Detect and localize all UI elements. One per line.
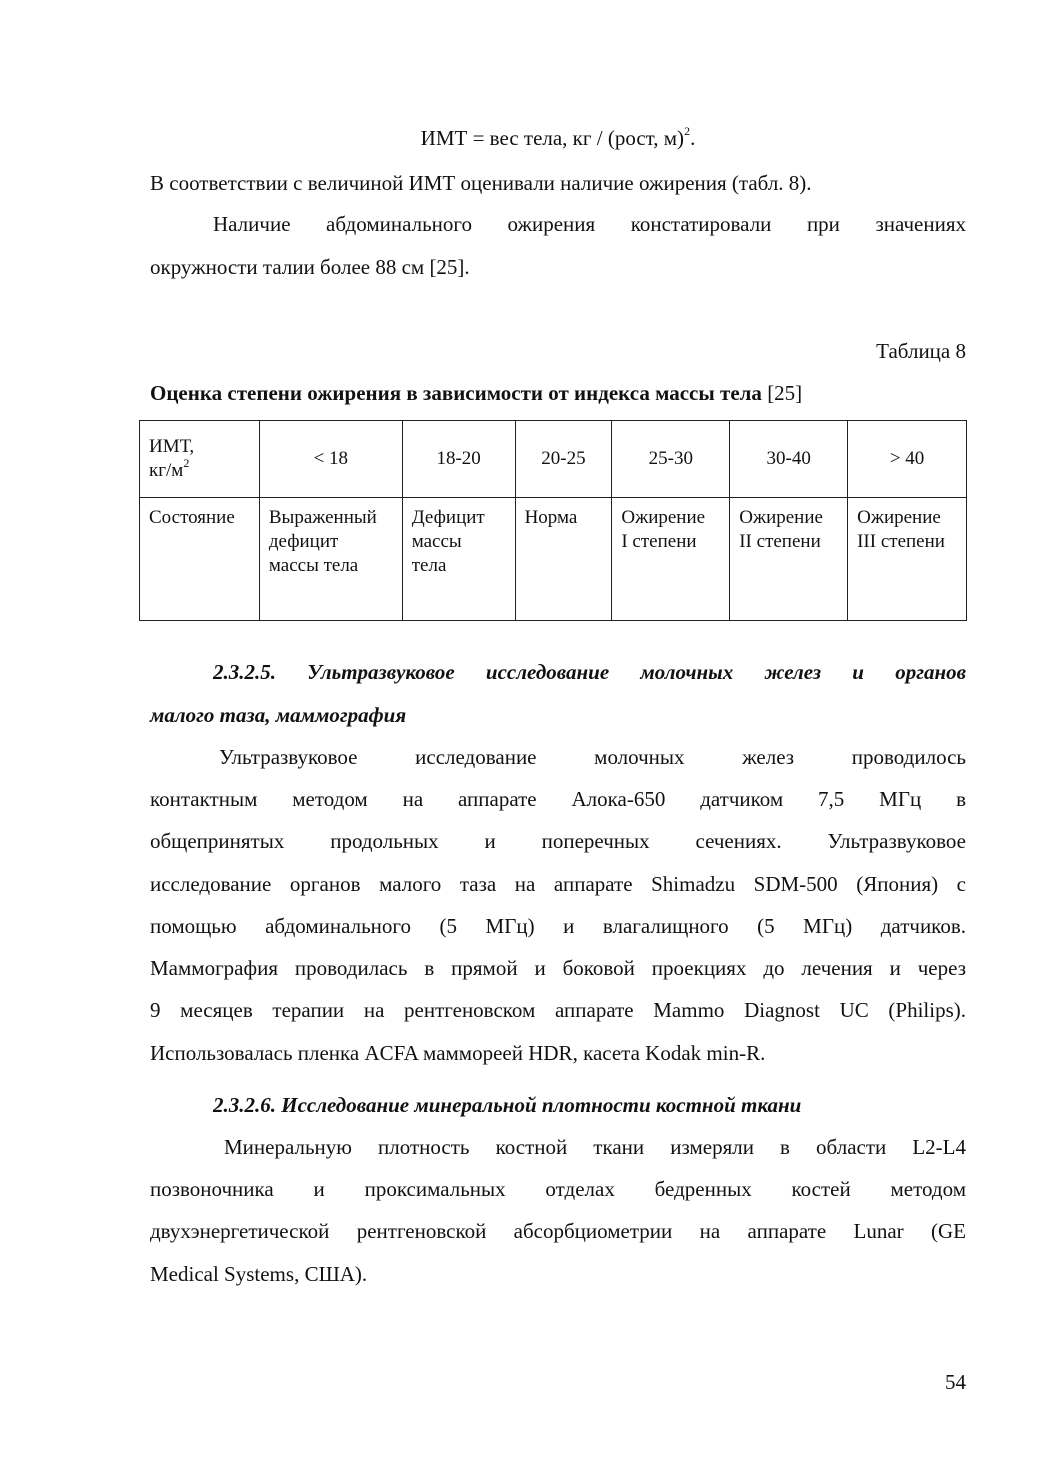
state-line: массы [411, 531, 462, 552]
state-line: I степени [621, 531, 697, 552]
paragraph-bone-density-line: Medical Systems, США). [150, 1262, 368, 1286]
bmi-formula [150, 125, 966, 151]
paragraph-ultrasound-line: контактным методом на аппарате Алока-650 датчиком 7,5 МГц в [150, 787, 966, 811]
section-heading-ultrasound-line2: малого таза, маммография [150, 703, 407, 727]
table-cell-state [402, 498, 515, 621]
paragraph-bone-density-line: позвоночника и проксимальных отделах бедренных костей методом [150, 1177, 966, 1201]
table-caption-ref: [25] [761, 381, 803, 405]
header-bmi-label: ИМТ, [149, 436, 195, 457]
paragraph-abdominal-line1: Наличие абдоминального ожирения констатировали при значениях [213, 212, 966, 236]
state-line: III степени [857, 531, 945, 552]
table-cell-range: > 40 [848, 421, 967, 498]
table-row-ranges [140, 421, 967, 498]
table-header-bmi [140, 421, 260, 498]
table-caption [150, 380, 966, 406]
paragraph-bmi-assessment: В соответствии с величиной ИМТ оценивали наличие ожирения (табл. 8). [150, 171, 812, 195]
state-line: Ожирение [739, 507, 823, 528]
table-label: Таблица 8 [876, 339, 966, 363]
paragraph-ultrasound-line: исследование органов малого таза на аппарате Shimadzu SDM-500 (Япония) с [150, 872, 966, 896]
state-line: массы тела [268, 555, 359, 576]
paragraph-abdominal-line2: окружности талии более 88 см [25]. [150, 255, 470, 279]
table-header-state: Состояние [140, 498, 260, 621]
paragraph-ultrasound-line: помощью абдоминального (5 МГц) и влагалищного (5 МГц) датчиков. [150, 914, 966, 938]
table-cell-state [515, 498, 612, 621]
table-cell-state [612, 498, 730, 621]
state-line: Норма [524, 507, 578, 528]
state-line: II степени [739, 531, 821, 552]
table-caption-title: Оценка степени ожирения в зависимости от индекса массы тела [150, 381, 762, 405]
paragraph-ultrasound-line: Ультразвуковое исследование молочных желез проводилось [219, 745, 966, 769]
table-cell-range: 30-40 [730, 421, 848, 498]
paragraph-ultrasound-line: 9 месяцев терапии на рентгеновском аппарате Mammo Diagnost UC (Philips). [150, 998, 966, 1022]
formula-exponent: 2 [684, 124, 691, 138]
table-cell-state [259, 498, 402, 621]
table-cell-range: 25-30 [612, 421, 730, 498]
paragraph-ultrasound-line: Использовалась пленка ACFA маммореей HDR, касета Kodak min-R. [150, 1041, 766, 1065]
table-cell-range: < 18 [259, 421, 402, 498]
state-line: Дефицит [411, 507, 485, 528]
table-cell-range: 18-20 [402, 421, 515, 498]
header-bmi-unit-exponent: 2 [183, 455, 190, 470]
section-heading-bone-density: 2.3.2.6. Исследование минеральной плотности костной ткани [213, 1093, 802, 1117]
table-row-states [140, 498, 967, 621]
table-cell-range: 20-25 [515, 421, 612, 498]
bmi-table [139, 420, 967, 621]
paragraph-ultrasound-line: Маммография проводилась в прямой и боковой проекциях до лечения и через [150, 956, 966, 980]
state-line: Выраженный [268, 507, 377, 528]
paragraph-bone-density-line: двухэнергетической рентгеновской абсорбциометрии на аппарате Lunar (GE [150, 1219, 966, 1243]
table-cell-state [730, 498, 848, 621]
page-number: 54 [945, 1370, 966, 1394]
table-cell-state [848, 498, 967, 621]
state-line: Ожирение [621, 507, 706, 528]
section-heading-ultrasound-line1: 2.3.2.5. Ультразвуковое исследование молочных желез и органов [213, 660, 966, 684]
state-line: тела [411, 555, 447, 576]
state-line: дефицит [268, 531, 339, 552]
formula-text: ИМТ = вес тела, кг / (рост, м) [420, 126, 685, 150]
state-line: Ожирение [857, 507, 941, 528]
header-bmi-unit: кг/м [149, 460, 184, 481]
paragraph-bone-density-line: Минеральную плотность костной ткани измеряли в области L2-L4 [224, 1135, 966, 1159]
paragraph-ultrasound-line: общепринятых продольных и поперечных сечениях. Ультразвуковое [150, 829, 966, 853]
formula-end: . [690, 126, 696, 150]
